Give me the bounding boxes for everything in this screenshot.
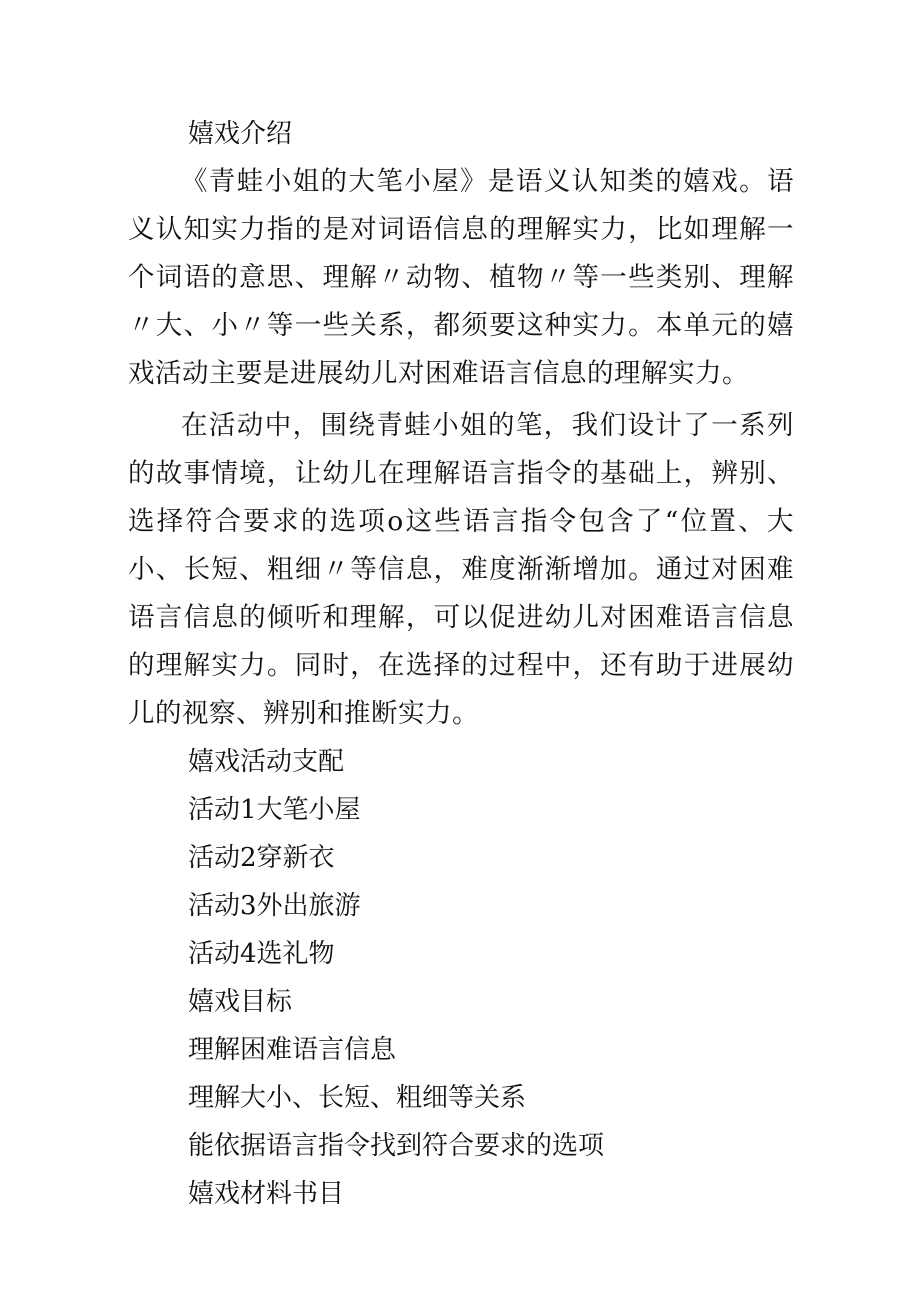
arrangement-heading: 嬉戏活动支配 bbox=[188, 747, 345, 777]
activity-item-2: 活动2穿新衣 bbox=[188, 843, 335, 873]
activity-description-paragraph: 在活动中，围绕青蛙小姐的笔，我们设计了一系列的故事情境，让幼儿在理解语言指令的基础上，辨别、选择符合要求的选项o这些语言指令包含了“位置、大小、长短、粗细〃等信息，难度渐渐增加。通过对困难语言信息的倾听和理解，可以促进幼儿对困难语言信息的理解实力。同时，在选择的过程中，还有助于进展幼儿的视察、辨别和推断实力。 bbox=[128, 410, 794, 729]
goal-item-1: 理解困难语言信息 bbox=[188, 1035, 397, 1065]
intro-heading: 嬉戏介绍 bbox=[188, 119, 293, 149]
intro-paragraph: 《青蛙小姐的大笔小屋》是语义认知类的嬉戏。语义认知实力指的是对词语信息的理解实力，比如理解一个词语的意思、理解〃动物、植物〃等一些类别、理解〃大、小〃等一些关系，都须要这种实力。本单元的嬉戏活动主要是进展幼儿对困难语言信息的理解实力。 bbox=[128, 166, 794, 389]
goal-item-2: 理解大小、长短、粗细等关系 bbox=[188, 1083, 527, 1113]
activity-item-4: 活动4选礼物 bbox=[188, 939, 335, 969]
activity-item-3: 活动3外出旅游 bbox=[188, 891, 361, 921]
goals-heading: 嬉戏目标 bbox=[188, 987, 293, 1017]
goal-item-3: 能依据语言指令找到符合要求的选项 bbox=[188, 1131, 605, 1161]
materials-heading: 嬉戏材料书目 bbox=[188, 1179, 345, 1209]
activity-item-1: 活动1大笔小屋 bbox=[188, 795, 361, 825]
